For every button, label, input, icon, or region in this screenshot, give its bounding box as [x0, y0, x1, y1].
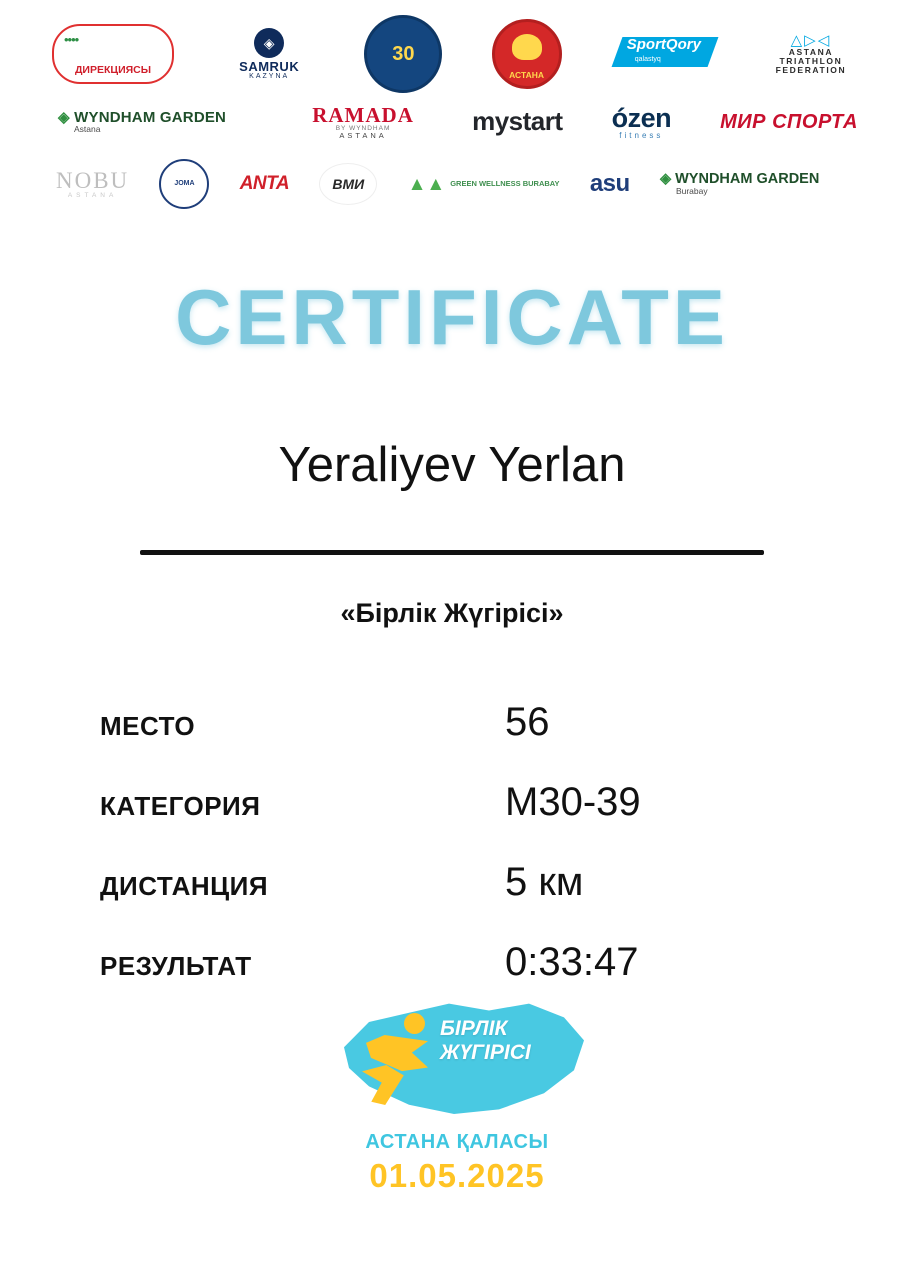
result-value-distance: 5 км	[505, 860, 584, 904]
table-row	[100, 780, 800, 860]
wyndham-garden-astana-text: WYNDHAM GARDEN	[74, 108, 227, 126]
wyndham-garden-burabay-logo	[660, 172, 856, 196]
result-value-time: 0:33:47	[505, 940, 639, 984]
direksiyasy-logo	[52, 24, 174, 84]
result-label-category: КАТЕГОРИЯ	[100, 791, 261, 821]
title-divider	[140, 550, 764, 555]
certificate-title: CERTIFICATE	[175, 273, 729, 361]
green-wellness-burabay-label: GREEN WELLNESS BURABAY	[450, 178, 560, 188]
result-label-distance: ДИСТАНЦИЯ	[100, 871, 269, 901]
wyndham-garden-burabay-text: WYNDHAM GARDEN	[675, 170, 820, 187]
ozen-fitness-logo	[612, 104, 672, 141]
emblem-date: 01.05.2025	[369, 1157, 545, 1194]
sponsor-row-2	[52, 96, 864, 148]
mir-sporta-logo: МИР СПОРТА	[720, 110, 858, 133]
table-row	[100, 860, 800, 940]
nobu-main: NOBU	[56, 167, 130, 193]
ramada-sub1: BY WYNDHAM	[335, 124, 391, 132]
samruk-kazyna-line2: KAZYNA	[249, 73, 290, 81]
anniversary-seal-number: 30	[392, 42, 415, 65]
green-wellness-burabay-logo	[408, 175, 560, 194]
wyndham-garden-astana-logo	[58, 110, 254, 135]
astana-triathlon-federation-logo	[770, 33, 852, 76]
asu-logo: asu	[589, 170, 630, 198]
emblem-brand-line2: ЖҮГІРІСІ	[440, 1040, 531, 1064]
direksiyasy-logo-label: ДИРЕКЦИЯСЫ	[74, 63, 152, 76]
results-table	[100, 700, 800, 1020]
wyndham-garden-astana-sub: Astana	[74, 124, 101, 135]
samruk-kazyna-logo	[223, 28, 315, 81]
wyndham-mark-icon: ◈	[58, 108, 70, 126]
joma-logo: JOMA	[159, 159, 209, 209]
ramada-sub2: ASTANA	[339, 131, 387, 141]
astana-emblem-logo	[492, 19, 562, 89]
emblem-brand-line1: БІРЛІК	[440, 1017, 508, 1040]
sport-qory-logo	[611, 27, 721, 81]
table-row	[100, 700, 800, 780]
samruk-kazyna-line1: SAMRUK	[239, 58, 300, 74]
wyndham-garden-burabay-main	[660, 172, 856, 187]
sponsor-row-3	[52, 158, 860, 210]
nobu-sub: ASTANA	[67, 191, 118, 199]
nobu-logo	[56, 169, 129, 200]
anta-logo: ANTA	[239, 173, 290, 195]
mystart-logo: mystart	[472, 106, 563, 137]
astana-emblem-label: АСТАНА	[509, 70, 545, 81]
ramada-logo	[303, 104, 423, 141]
athlete-name: Yeraliyev Yerlan	[278, 438, 626, 492]
ozen-main: ózen	[611, 102, 672, 133]
event-name: «Бірлік Жүгірісі»	[340, 598, 564, 628]
wyndham-burabay-mark-icon: ◈	[659, 170, 672, 187]
samruk-kazyna-mark-icon: ◈	[254, 28, 284, 58]
ozen-sub: fitness	[619, 130, 664, 140]
sponsor-logo-strip	[52, 18, 858, 210]
astana-triathlon-federation-label: ASTANA TRIATHLON FEDERATION	[775, 47, 847, 76]
result-label-place: МЕСТО	[100, 711, 196, 741]
result-label-time: РЕЗУЛЬТАТ	[100, 951, 252, 981]
runner-icon	[360, 1013, 446, 1105]
emblem-city: АСТАНА ҚАЛАСЫ	[365, 1131, 549, 1153]
wyndham-garden-burabay-sub: Burabay	[675, 186, 708, 197]
sport-qory-sublabel: qalastyq	[634, 56, 661, 63]
tree-icon: ▲▲	[407, 173, 446, 195]
sponsor-row-1	[52, 18, 852, 90]
runner-leg-icon	[362, 1065, 420, 1105]
vmi-logo: ВМИ	[319, 163, 377, 205]
emblem-brand	[440, 1017, 590, 1064]
triathlon-shapes-icon: △▷◁	[790, 31, 832, 49]
runner-head-icon	[404, 1013, 425, 1034]
sport-qory-label: SportQory	[626, 36, 701, 53]
anniversary-seal-logo	[364, 15, 442, 93]
result-value-category: М30-39	[505, 780, 641, 824]
result-value-place: 56	[505, 700, 550, 744]
direksiyasy-logo-dots: ••••	[64, 32, 79, 47]
event-emblem	[312, 995, 602, 1210]
wyndham-garden-astana-main	[58, 110, 254, 126]
ramada-main: RAMADA	[312, 102, 414, 127]
